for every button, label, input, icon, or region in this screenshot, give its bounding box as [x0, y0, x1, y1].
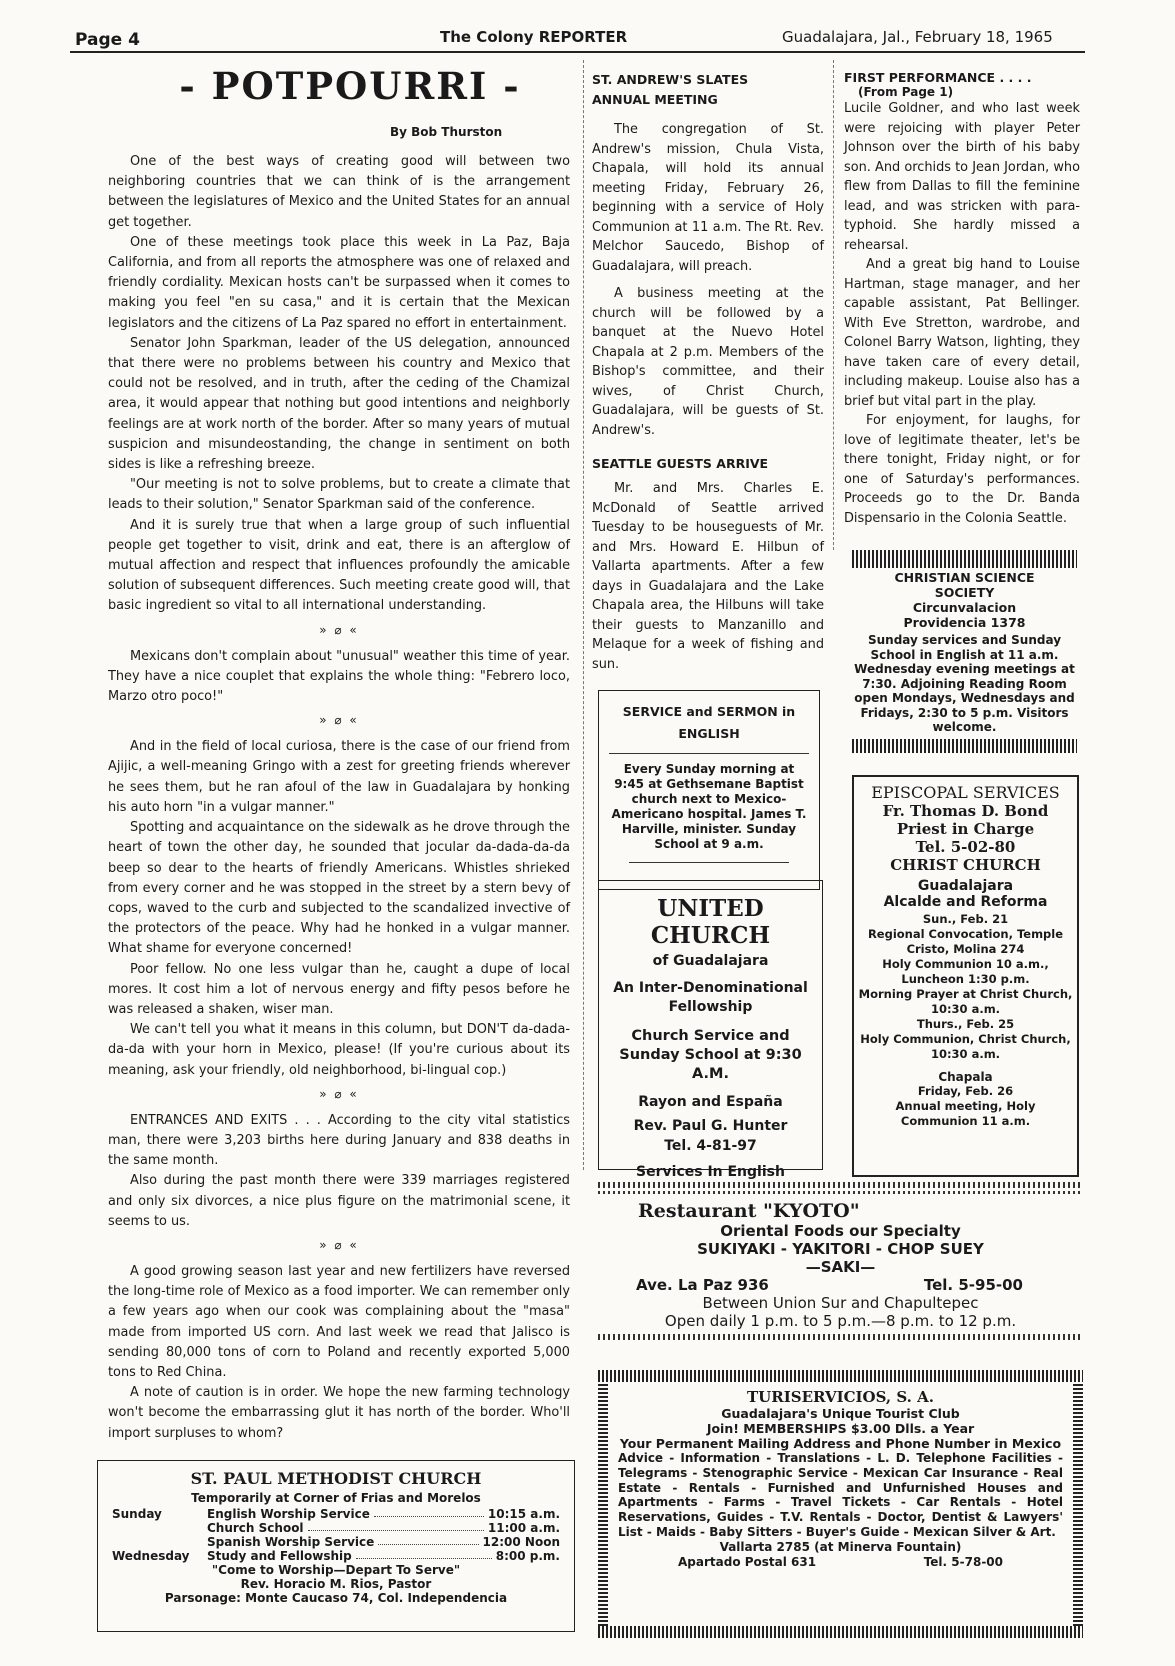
- section-separator: » ⌀ «: [319, 713, 359, 728]
- column-3: [844, 70, 1080, 528]
- kyoto-between: Between Union Sur and Chapultepec: [702, 1294, 979, 1312]
- schedule-row: Wednesday Study and Fellowship 8:00 p.m.: [112, 1549, 560, 1563]
- united-church-sub: of Guadalajara: [652, 953, 769, 969]
- episcopal-title: EPISCOPAL SERVICES: [871, 783, 1060, 802]
- section-separator: » ⌀ «: [319, 1086, 359, 1101]
- episcopal-city: Guadalajara: [917, 878, 1014, 894]
- kyoto-contact: [598, 1276, 1083, 1294]
- potpourri-paragraph: One of the best ways of creating good will between two neighboring countries that we can think of is the arrangement between the legislatures of Mexico and the United States for an annual get together.: [108, 154, 570, 230]
- potpourri-paragraph: A note of caution is in order. We hope the new farming technology won't become the embarrassing glut it has north of the border. Who'll import surpluses to whom?: [108, 1385, 570, 1441]
- christian-science-title: CHRISTIAN SCIENCE SOCIETY: [894, 570, 1035, 600]
- st-paul-location: Temporarily at Corner of Frias and Morelos: [191, 1491, 481, 1505]
- episcopal-church: CHRIST CHURCH: [890, 856, 1041, 874]
- decorative-border: [598, 1334, 1083, 1340]
- potpourri-paragraph: Spotting and acquaintance on the sidewalk as he drove through the heart of town the other day, he sounded that jocular da-dada-da-da beep so dear to the hearts of friendly Americans. Whistles shrieked from every corner and he was stopped in the street by a stern bevy of cops, waved to the curb and subjected to the scandalized invective of the protectors of the peace. Why had he honked in a vulgar manner. What shame for everyone concerned!: [108, 820, 570, 957]
- turiservicios-mailing: Your Permanent Mailing Address and Phone Number in Mexico: [619, 1436, 1062, 1451]
- kyoto-address: Ave. La Paz 936: [636, 1276, 769, 1294]
- kyoto-tel: Tel. 5-95-00: [923, 1276, 1023, 1294]
- turiservicios-contact: [618, 1555, 1063, 1569]
- st-andrews-story: The congregation of St. Andrew's mission, Chula Vista, Chapala, will hold its annual meeting Friday, February 26, beginning with a service of Holy Communion at 11 a.m. The Rt. Rev. Melchor Saucedo, Bishop of Guadalajara, will preach. A business meeting at the church will be followed by a banquet at the Nuevo Hotel Chapala at 2 p.m. Members of the Bishop's committee, and their wives, of Christ Church, Guadalajara, will be guests of St. Andrew's.: [592, 122, 824, 438]
- st-paul-methodist-ad: [97, 1460, 575, 1632]
- united-church-title: UNITED CHURCH: [650, 895, 771, 949]
- turiservicios-tel: Tel. 5-78-00: [923, 1554, 1003, 1569]
- turiservicios-apartado: Apartado Postal 631: [678, 1554, 817, 1569]
- christian-science-address: Circunvalacion Providencia 1378: [903, 600, 1026, 630]
- newspaper-name: The Colony REPORTER: [440, 28, 628, 46]
- potpourri-paragraph: We can't tell you what it means in this column, but DON'T da-dada-da-da with your horn in Mexico, please! (If you're curious about its meaning, ask your friendly, old neighborhood, bi-lingual cop.): [108, 1022, 570, 1078]
- potpourri-paragraph: And it is surely true that when a large group of such influential people get together to visit, drink and eat, there is an afterglow of mutual affection and respect that influences profoundly the amicable solution of subsequent differences. Such meeting create good will, that basic ingredient so vital to all international understanding.: [108, 517, 570, 614]
- potpourri-paragraph: ENTRANCES AND EXITS . . . According to the city vital statistics man, there were 3,203 births here during January and 838 deaths in the same month.: [108, 1112, 570, 1169]
- turiservicios-content: [618, 1388, 1063, 1569]
- kyoto-title: Restaurant "KYOTO": [638, 1200, 860, 1222]
- episcopal-tel: Tel. 5-02-80: [915, 838, 1016, 856]
- christian-science-body: Sunday services and Sunday School in English at 11 a.m. Wednesday evening meetings at 7:30. Adjoining Reading Room open Mondays, Wednesdays and Fridays, 2:30 to 5 p.m. Visitors welcome.: [854, 633, 1075, 734]
- service-sermon-title: SERVICE and SERMON in ENGLISH: [622, 704, 796, 741]
- first-performance-continued: (From Page 1): [858, 85, 954, 99]
- episcopal-ad: [852, 775, 1079, 1177]
- potpourri-paragraph: One of these meetings took place this week in La Paz, Baja California, and from all reports the atmosphere was one of relaxed and friendly cordiality. Mexican hosts can't be surpassed when it comes to making you feel "en su casa," and it is certain that the Mexican legislators and the citizens of La Paz spared no effort in entertainment.: [108, 234, 570, 331]
- potpourri-byline: By Bob Thurston: [390, 125, 503, 139]
- episcopal-priest: Fr. Thomas D. Bond: [882, 802, 1049, 820]
- potpourri-paragraph: Poor fellow. No one less vulgar than he, caught a dupe of local mores. It cost him a lot of nervous energy and fifty pesos before he was released a shaken, wiser man.: [108, 961, 570, 1017]
- turiservicios-title: TURISERVICIOS, S. A.: [747, 1388, 934, 1406]
- united-church-pastor: Rev. Paul G. Hunter: [633, 1118, 788, 1134]
- schedule-row: Church School 11:00 a.m.: [207, 1521, 560, 1535]
- column-2: [592, 70, 824, 674]
- episcopal-address: Alcalde and Reforma: [883, 894, 1048, 910]
- turiservicios-tagline: Guadalajara's Unique Tourist Club: [721, 1406, 960, 1421]
- kyoto-menu: SUKIYAKI - YAKITORI - CHOP SUEY: [697, 1240, 984, 1258]
- page-number: Page 4: [75, 30, 140, 50]
- st-paul-pastor: Rev. Horacio M. Rios, Pastor: [240, 1577, 432, 1591]
- seattle-headline: SEATTLE GUESTS ARRIVE: [592, 456, 769, 471]
- episcopal-schedule: Sun., Feb. 21 Regional Convocation, Temple Cristo, Molina 274 Holy Communion 10 a.m., Luncheon 1:30 p.m. Morning Prayer at Christ Church, 10:30 a.m. Thurs., Feb. 25 Holy Communion, Christ Church, 10:30 a.m.: [858, 912, 1073, 1061]
- st-andrews-headline: ST. ANDREW'S SLATES ANNUAL MEETING: [592, 72, 749, 107]
- potpourri-paragraph: Senator John Sparkman, leader of the US delegation, announced that there were no problems between his country and Mexico that could not be resolved, and in truth, after the ceding of the Chamizal area, it would appear that nothing but good intentions and neighborly feelings are at work north of the border. After so many years of mutual suspicion and misundeostanding, the change in sentiment on both sides is like a refreshing breeze.: [108, 335, 570, 473]
- united-church-ad: [598, 880, 823, 1180]
- decorative-border: [598, 1626, 1083, 1638]
- kyoto-hours: Open daily 1 p.m. to 5 p.m.—8 p.m. to 12 p.m.: [664, 1312, 1017, 1330]
- potpourri-title: - POTPOURRI -: [179, 64, 521, 108]
- schedule-row: Sunday English Worship Service 10:15 a.m.: [112, 1507, 560, 1521]
- header-rule: [70, 51, 1085, 53]
- potpourri-paragraph: Mexicans don't complain about "unusual" weather this time of year. They have a nice couplet that explains the whole thing: "Febrero loco, Marzo otro poco!": [108, 648, 570, 705]
- column-rule-1: [583, 60, 584, 1170]
- turiservicios-membership: Join! MEMBERSHIPS $3.00 Dlls. a Year: [706, 1421, 975, 1436]
- service-sermon-ad: [598, 690, 820, 890]
- turiservicios-address: Vallarta 2785 (at Minerva Fountain): [719, 1539, 962, 1554]
- decorative-border: [598, 1182, 1083, 1188]
- section-separator: » ⌀ «: [319, 1237, 359, 1252]
- potpourri-paragraph: And in the field of local curiosa, there is the case of our friend from Ajijic, a well-meaning Gringo with a zest for greeting friends wherever he sees them, but he ran afoul of the law in Guadalajara by honking his auto horn "in a vulgar manner.": [108, 739, 570, 815]
- st-paul-schedule: [112, 1507, 560, 1563]
- christian-science-ad: [852, 550, 1077, 756]
- episcopal-chapala-schedule: Friday, Feb. 26 Annual meeting, Holy Communion 11 a.m.: [895, 1084, 1036, 1128]
- united-church-tel: Tel. 4-81-97: [664, 1138, 757, 1154]
- seattle-story: Mr. and Mrs. Charles E. McDonald of Seattle arrived Tuesday to be houseguests of Mr. and Mrs. Howard E. Hilbun of Vallarta apartments. After a few days in Guadalajara and the Lake Chapala area, the Hilbuns will take their guests to Manzanillo and Melaque for a week of fishing and sun.: [592, 481, 824, 672]
- potpourri-paragraph: A good growing season last year and new fertilizers have reversed the long-time role of Mexico as a food importer. We can remember only a few years ago when our cook was complaining about the "masa" made from imported US corn. And last week we read that Jalisco is sending 80,000 tons of corn to Poland and recently exported 5,000 tons to Red China.: [108, 1263, 570, 1380]
- decorative-border: [852, 550, 1077, 568]
- united-church-address: Rayon and España: [638, 1094, 783, 1110]
- first-performance-story: Lucile Goldner, and who last week were rejoicing with player Peter Johnson over the birth of his baby son. And orchids to Jean Jordan, who flew from Dallas to fill the feminine lead, and was stricken with para-typhoid. She hardly missed a rehearsal. And a great big hand to Louise Hartman, stage manager, and her capable assistant, Pat Bellinger. With Eve Stretton, wardrobe, and Colonel Barry Watson, lighting, they have taken care of every detail, including makeup. Louise also has a brief but vital part in the play. For enjoyment, for laughs, for love of legitimate theater, let's be there tonight, Friday night, or for one of Saturday's performances. Proceeds go to the Dr. Banda Dispensario in the Colonia Seattle.: [844, 101, 1080, 526]
- episcopal-chapala: Chapala: [938, 1070, 993, 1084]
- kyoto-saki: —SAKI—: [805, 1258, 876, 1276]
- st-paul-title: ST. PAUL METHODIST CHURCH: [190, 1469, 482, 1488]
- st-paul-motto: "Come to Worship—Depart To Serve": [211, 1563, 461, 1577]
- first-performance-headline: FIRST PERFORMANCE . . . .: [844, 70, 1032, 85]
- column-rule-2: [833, 60, 834, 550]
- potpourri-column: [108, 152, 570, 1444]
- potpourri-section-a: [108, 152, 570, 617]
- united-church-service: Church Service and Sunday School at 9:30 A.M.: [619, 1028, 802, 1082]
- dateline: Guadalajara, Jal., February 18, 1965: [782, 28, 1053, 46]
- decorative-border: [852, 739, 1077, 753]
- turiservicios-ad: [598, 1370, 1083, 1638]
- decorative-border: [598, 1370, 1083, 1382]
- service-sermon-body: Every Sunday morning at 9:45 at Gethsemane Baptist church next to Mexico-Americano hospital. James T. Harville, minister. Sunday School at 9 a.m.: [611, 762, 807, 851]
- schedule-row: Spanish Worship Service 12:00 Noon: [207, 1535, 560, 1549]
- episcopal-role: Priest in Charge: [896, 820, 1035, 838]
- united-church-lang: Services In English: [636, 1164, 785, 1180]
- kyoto-specialty: Oriental Foods our Specialty: [720, 1222, 961, 1240]
- section-separator: » ⌀ «: [319, 622, 359, 637]
- united-church-desc: An Inter-Denominational Fellowship: [613, 980, 808, 1015]
- kyoto-restaurant-ad: [598, 1182, 1083, 1344]
- st-paul-parsonage: Parsonage: Monte Caucaso 74, Col. Independencia: [164, 1591, 508, 1605]
- turiservicios-services: Advice - Information - Translations - L. D. Telephone Facilities - Telegrams - Stenographic Service - Mexican Car Insurance - Real Estate - Rentals - Furnished and Unfurnished Houses and Apartments - Farms - Travel Tickets - Car Rentals - Hotel Reservations, Guides - T.V. Rentals - Doctor, Dentist & Lawyers' List - Maids - Baby Sitters - Buyer's Guide - Mexican Silver & Art.: [618, 1451, 1063, 1539]
- potpourri-paragraph: Also during the past month there were 339 marriages registered and only six divorces, a nice plus figure on the matrimonial scene, it seems to us.: [108, 1173, 570, 1229]
- potpourri-paragraph: "Our meeting is not to solve problems, but to create a climate that leads to their solution," Senator Sparkman said of the conference.: [108, 477, 570, 513]
